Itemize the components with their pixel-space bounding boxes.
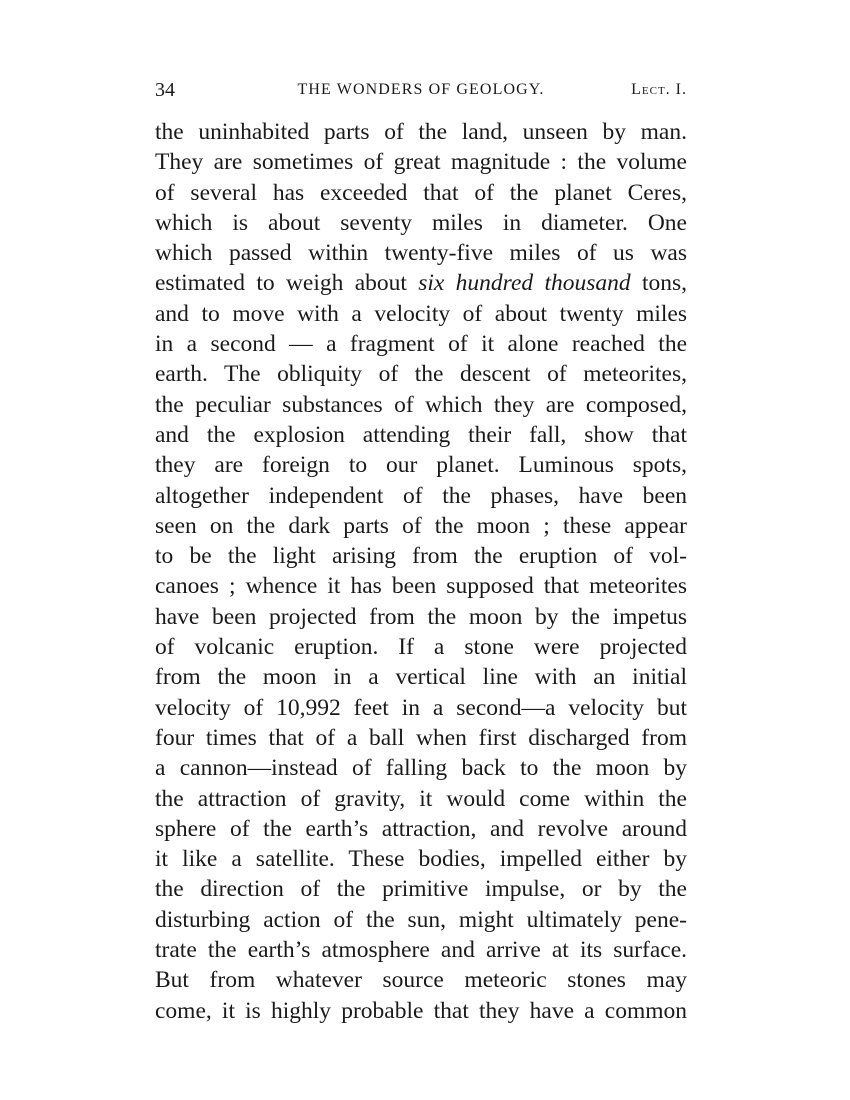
text-line <box>155 935 687 965</box>
text-line <box>155 208 687 238</box>
italic-phrase: six hundred thousand <box>418 270 631 297</box>
text-segment: disturbing action of the sun, might ultimately pene- <box>155 906 687 933</box>
text-line <box>155 178 687 208</box>
text-segment: canoes ; whence it has been supposed that meteorites <box>155 573 687 600</box>
text-segment: they are foreign to our planet. Luminous spots, <box>155 452 687 479</box>
text-line <box>155 450 687 480</box>
text-segment: a cannon—instead of falling back to the moon by <box>155 755 687 782</box>
page-number: 34 <box>155 79 175 101</box>
text-segment: They are sometimes of great magnitude : the volume <box>155 149 687 176</box>
text-segment: But from whatever source meteoric stones may <box>155 967 687 994</box>
text-line <box>155 874 687 904</box>
text-segment: which passed within twenty-five miles of us was <box>155 240 687 267</box>
text-line <box>155 905 687 935</box>
text-line <box>155 753 687 783</box>
text-line <box>155 238 687 268</box>
text-segment: and to move with a velocity of about twenty miles <box>155 300 687 327</box>
text-segment: the uninhabited parts of the land, unseen by man. <box>155 119 687 145</box>
text-segment: seen on the dark parts of the moon ; these appear <box>155 512 687 539</box>
text-segment: the peculiar substances of which they are composed, <box>155 391 687 418</box>
text-segment: velocity of 10,992 feet in a second—a velocity but <box>155 694 687 721</box>
text-line <box>155 965 687 995</box>
text-line <box>155 723 687 753</box>
text-line <box>155 844 687 874</box>
text-line <box>155 541 687 571</box>
text-line <box>155 117 687 147</box>
text-line <box>155 996 687 1026</box>
text-segment: the direction of the primitive impulse, or by the <box>155 876 687 903</box>
running-header <box>155 76 687 104</box>
text-line <box>155 420 687 450</box>
text-line <box>155 602 687 632</box>
text-segment: from the moon in a vertical line with an initial <box>155 664 687 691</box>
text-segment: come, it is highly probable that they have a common <box>155 997 687 1024</box>
text-line <box>155 693 687 723</box>
text-line <box>155 481 687 511</box>
text-segment: of volcanic eruption. If a stone were projected <box>155 634 687 661</box>
text-segment: it like a satellite. These bodies, impelled either by <box>155 846 687 873</box>
text-segment: to be the light arising from the eruption of vol- <box>155 543 687 570</box>
text-segment: the attraction of gravity, it would come within the <box>155 785 687 812</box>
text-line <box>155 359 687 389</box>
text-line <box>155 268 687 298</box>
text-line <box>155 329 687 359</box>
text-segment: and the explosion attending their fall, show that <box>155 421 687 448</box>
text-line <box>155 571 687 601</box>
text-segment: trate the earth’s atmosphere and arrive at its surface. <box>155 937 687 964</box>
text-segment: altogether independent of the phases, have been <box>155 482 687 509</box>
text-line <box>155 814 687 844</box>
text-line <box>155 147 687 177</box>
text-line <box>155 511 687 541</box>
text-segment: of several has exceeded that of the planet Ceres, <box>155 179 687 206</box>
text-line <box>155 784 687 814</box>
text-segment: tons, <box>630 270 687 297</box>
text-line <box>155 390 687 420</box>
text-segment: estimated to weigh about <box>155 270 419 297</box>
running-title: THE WONDERS OF GEOLOGY. <box>297 81 545 98</box>
text-line <box>155 632 687 662</box>
section-label: Lect. I. <box>631 81 687 98</box>
text-segment: sphere of the earth’s attraction, and revolve around <box>155 815 687 842</box>
text-segment: earth. The obliquity of the descent of meteorites, <box>155 361 687 388</box>
body-text <box>155 117 687 1026</box>
text-line <box>155 662 687 692</box>
text-segment: in a second — a fragment of it alone reached the <box>155 331 687 358</box>
text-line <box>155 299 687 329</box>
text-segment: which is about seventy miles in diameter. One <box>155 209 687 236</box>
text-segment: four times that of a ball when first discharged from <box>155 724 687 751</box>
text-segment: have been projected from the moon by the impetus <box>155 603 687 630</box>
